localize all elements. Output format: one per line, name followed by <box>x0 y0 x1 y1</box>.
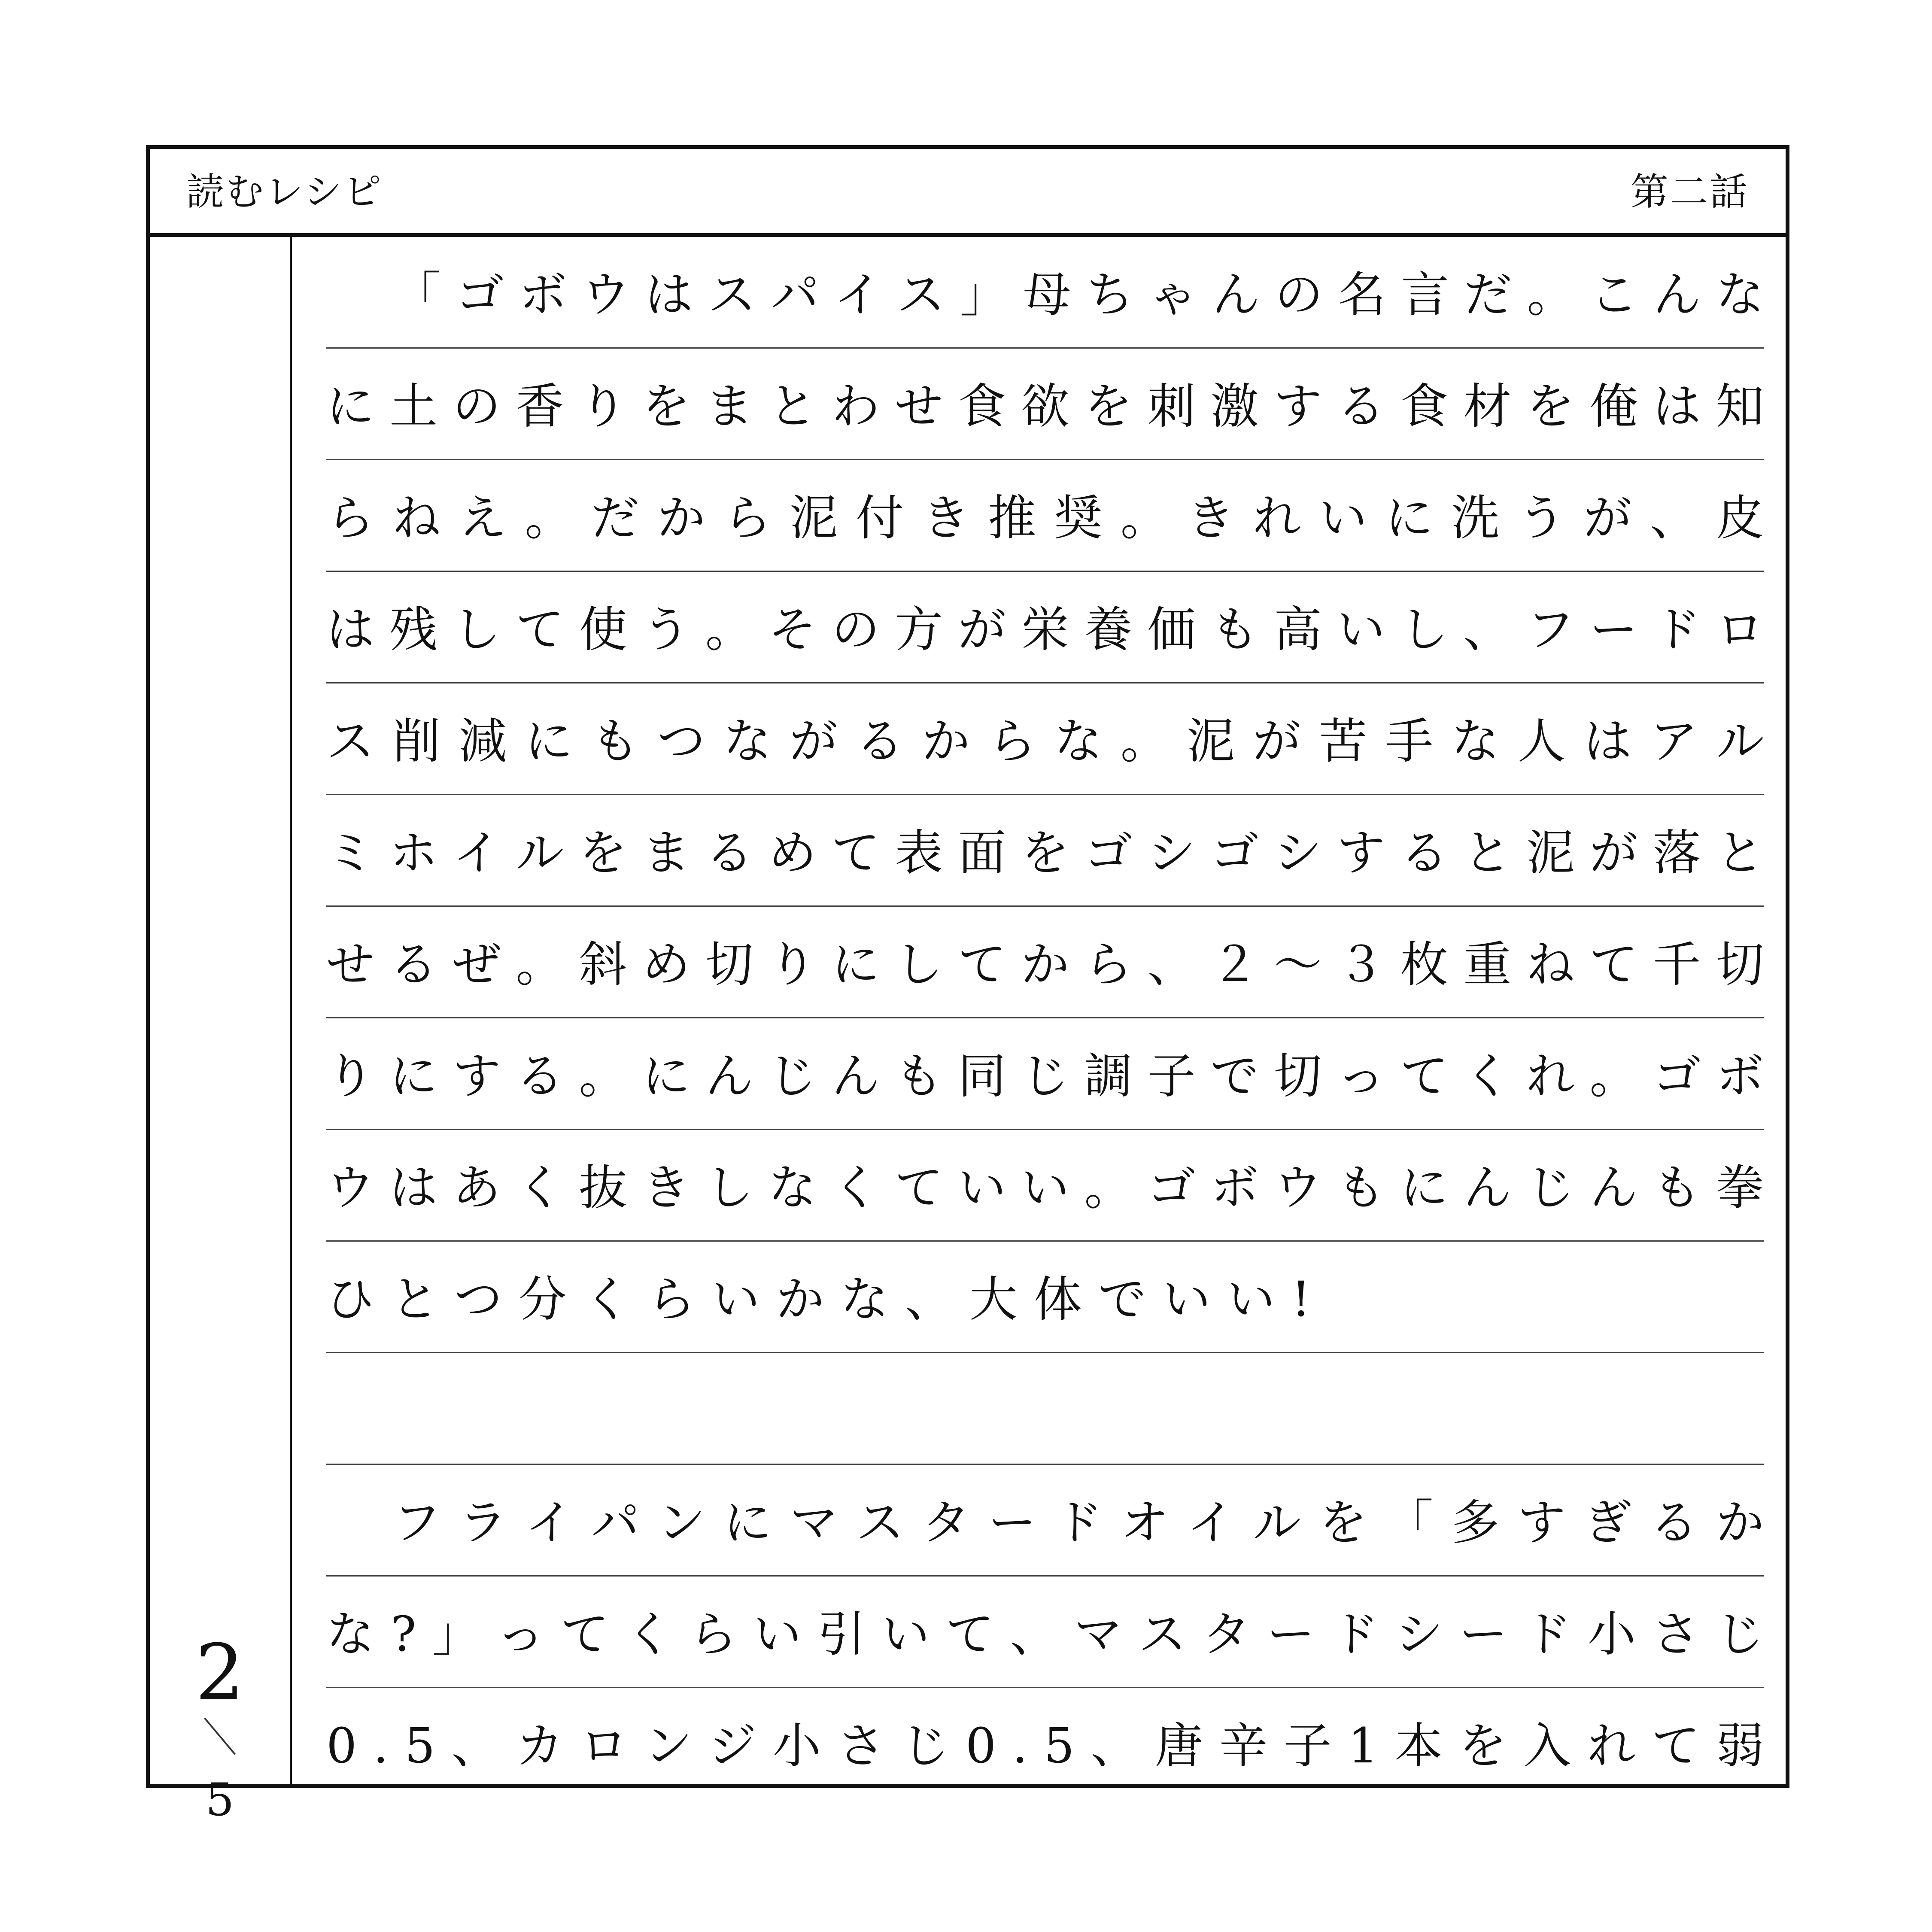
page-number-current: 2 <box>195 1628 245 1718</box>
series-title: 読むレシピ <box>186 170 383 214</box>
recipe-text-body <box>326 237 1764 1784</box>
text-line: は 残 し て 使 う 。 そ の 方 が 栄 養 価 も 高 い し 、 フ ー ド ロ <box>326 602 1764 658</box>
text-line-row <box>326 907 1764 1018</box>
text-line: ミ ホ イ ル を ま る め て 表 面 を ゴ シ ゴ シ す る と 泥 が 落 と <box>326 825 1764 881</box>
text-line-row <box>326 1242 1764 1353</box>
text-line: 「 ゴ ボ ウ は ス パ イ ス 」 母 ち ゃ ん の 名 言 だ 。 こ ん な <box>393 267 1764 323</box>
text-line <box>326 1379 1764 1443</box>
text-line-row <box>326 1130 1764 1242</box>
text-line: ら ね え 。 だ か ら 泥 付 き 推 奨 。 き れ い に 洗 う が 、 皮 <box>326 490 1764 546</box>
text-line-row <box>326 237 1764 349</box>
text-line: ス 削 減 に も つ な が る か ら な 。 泥 が 苦 手 な 人 は ア ル <box>326 714 1764 769</box>
text-line-row <box>326 1353 1764 1465</box>
text-line: り に す る 。 に ん じ ん も 同 じ 調 子 で 切 っ て く れ 。 ゴ ボ <box>326 1048 1764 1104</box>
text-line: な ? 」 っ て く ら い 引 い て 、 マ ス タ ー ド シ ー ド 小 さ じ <box>326 1607 1764 1662</box>
page-frame <box>146 145 1789 1826</box>
text-line: 0 . 5 、 カ ロ ン ジ 小 さ じ 0 . 5 、 唐 辛 子 1 本 を 入 れ て 弱 <box>326 1718 1764 1774</box>
text-line-row <box>326 1018 1764 1130</box>
page-number-divider <box>204 1718 236 1755</box>
page-sidebar <box>150 237 292 1826</box>
text-line-row <box>326 683 1764 795</box>
text-line-row <box>326 1465 1764 1577</box>
page-header <box>150 149 1786 237</box>
text-line-row <box>326 460 1764 572</box>
text-line-row <box>326 795 1764 907</box>
text-line-row <box>326 572 1764 683</box>
text-line-row <box>326 349 1764 460</box>
text-line-row <box>326 1577 1764 1688</box>
text-line: フ ラ イ パ ン に マ ス タ ー ド オ イ ル を 「 多 す ぎ る か <box>393 1495 1764 1551</box>
episode-title: 第二話 <box>1630 170 1749 214</box>
text-line-row <box>326 1688 1764 1784</box>
page-number-total: 5 <box>205 1774 234 1826</box>
text-line: せ る ぜ 。 斜 め 切 り に し て か ら 、 ２ ～ ３ 枚 重 ね て 千 切 <box>326 937 1764 993</box>
text-line: ひとつ分くらいかな、大体でいい! <box>326 1272 1327 1327</box>
text-line: ウ は あ く 抜 き し な く て い い 。 ゴ ボ ウ も に ん じ ん も 拳 <box>326 1160 1764 1216</box>
text-line: に 土 の 香 り を ま と わ せ 食 欲 を 刺 激 す る 食 材 を 俺 は 知 <box>326 379 1764 434</box>
